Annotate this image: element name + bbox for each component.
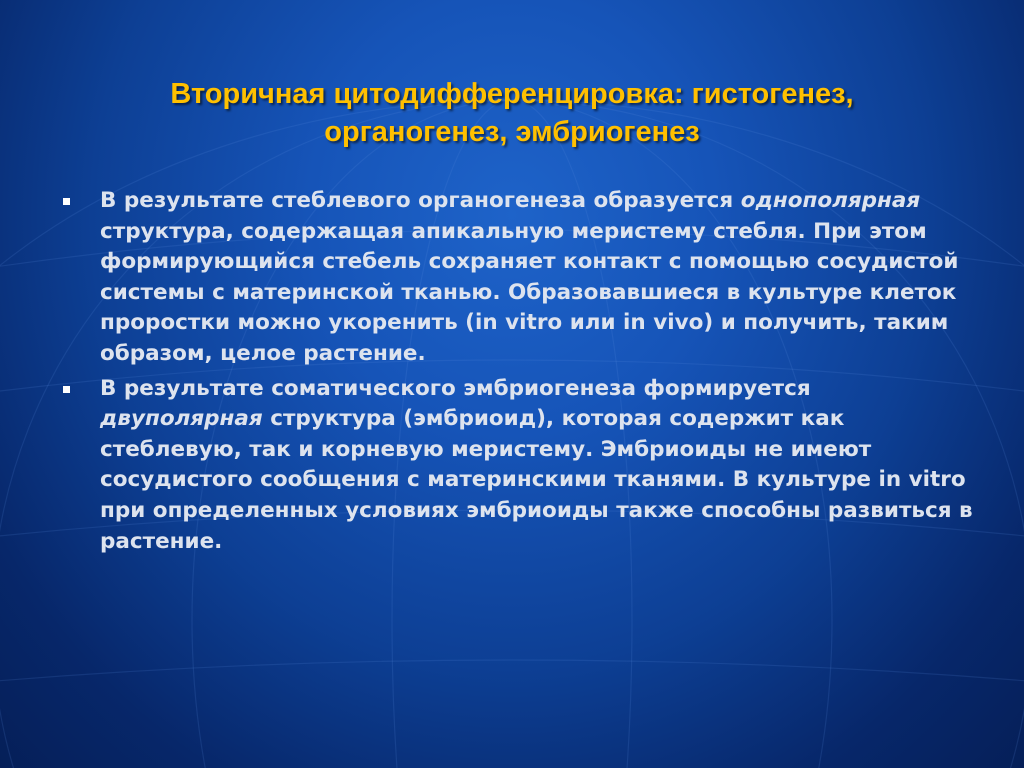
square-bullet-icon	[63, 386, 70, 393]
bullet-text-start: В результате соматического эмбриогенеза формируется	[100, 375, 811, 401]
bullet-text-end: структура, содержащая апикальную меристему стебля. При этом формирующийся стебель сохраняет контакт с помощью сосудистой системы с материнской тканью. Образовавшиеся в культуре клеток проростки можно укоренить (in vitro или in vivo) и получить, таким образом, целое растение.	[100, 218, 959, 366]
title-line-1: Вторичная цитодифференцировка: гистогенез,	[170, 78, 854, 111]
bullet-list	[60, 186, 980, 561]
bullet-item-organogenesis	[60, 186, 980, 370]
bullet-text-end: структура (эмбриоид), которая содержит как стеблевую, так и корневую меристему. Эмбриоиды не имеют сосудистого сообщения с материнскими тканями. В культуре in vitro при определенных условиях эмбриоиды также способны развиться в растение.	[100, 406, 973, 554]
bullet-text-start: В результате стеблевого органогенеза образуется	[100, 188, 741, 213]
title-line-2: органогенез, эмбриогенез	[324, 116, 700, 149]
slide-title	[60, 75, 964, 151]
square-bullet-icon	[63, 198, 70, 205]
term-bipolar: двуполярная	[100, 406, 263, 432]
term-unipolar: однополярная	[740, 188, 921, 213]
bullet-item-embryogenesis	[60, 374, 980, 558]
